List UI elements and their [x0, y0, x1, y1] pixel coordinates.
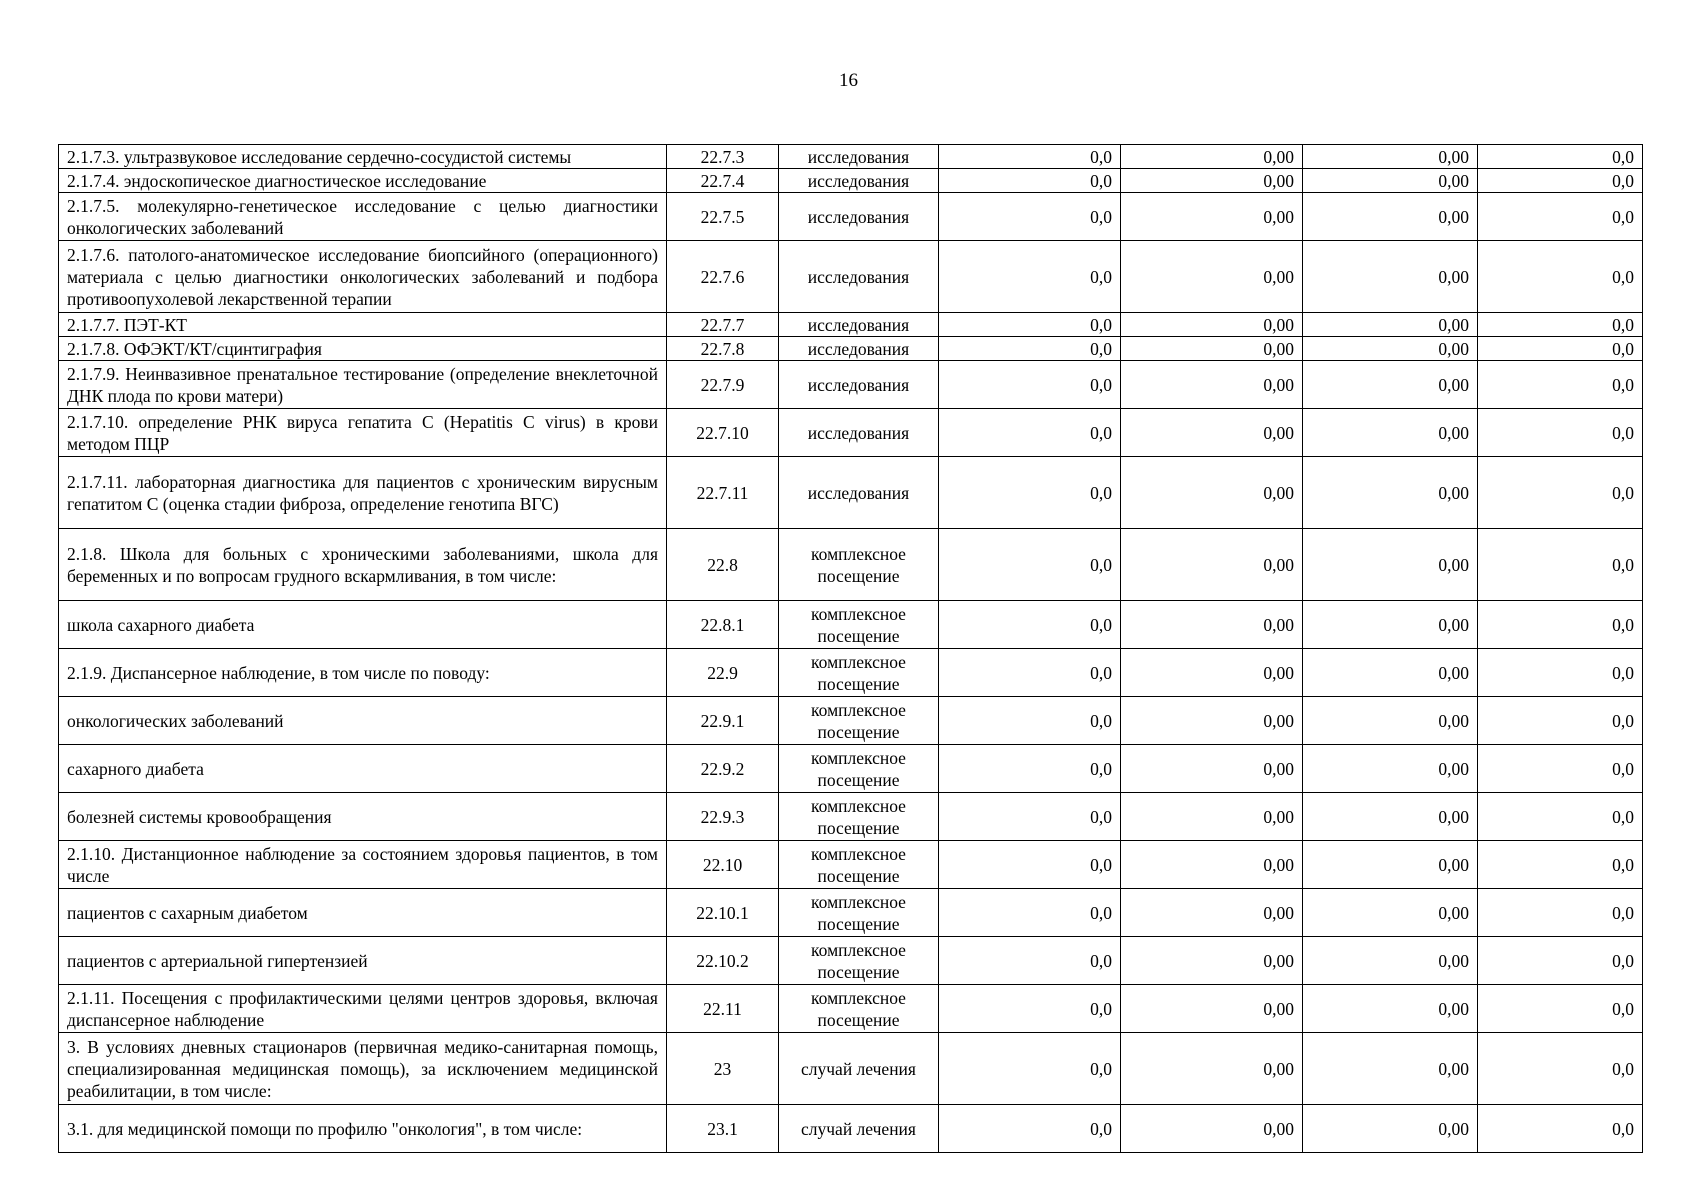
row-name-cell: 2.1.7.10. определение РНК вируса гепатита C (Hepatitis C virus) в крови методом ПЦР [59, 409, 667, 457]
row-value-1-cell: 0,0 [939, 793, 1121, 841]
row-code-cell: 22.9.3 [667, 793, 779, 841]
row-value-4-cell: 0,0 [1478, 937, 1643, 985]
row-value-2-cell: 0,00 [1121, 841, 1303, 889]
row-unit-cell: исследования [779, 337, 939, 361]
table-row [59, 361, 1643, 409]
row-value-1-cell: 0,0 [939, 889, 1121, 937]
table-row [59, 841, 1643, 889]
row-name-cell: 2.1.7.3. ультразвуковое исследование сердечно-сосудистой системы [59, 145, 667, 169]
row-name-cell: 2.1.9. Диспансерное наблюдение, в том числе по поводу: [59, 649, 667, 697]
row-value-3-cell: 0,00 [1303, 697, 1478, 745]
row-code-cell: 22.7.9 [667, 361, 779, 409]
row-value-2-cell: 0,00 [1121, 649, 1303, 697]
table-row [59, 1033, 1643, 1105]
row-code-cell: 23 [667, 1033, 779, 1105]
row-value-2-cell: 0,00 [1121, 745, 1303, 793]
row-value-4-cell: 0,0 [1478, 889, 1643, 937]
row-value-3-cell: 0,00 [1303, 529, 1478, 601]
row-unit-cell: комплексное посещение [779, 793, 939, 841]
row-value-1-cell: 0,0 [939, 937, 1121, 985]
row-unit-cell: случай лечения [779, 1105, 939, 1153]
row-code-cell: 22.7.8 [667, 337, 779, 361]
row-value-2-cell: 0,00 [1121, 361, 1303, 409]
table-row [59, 169, 1643, 193]
row-value-4-cell: 0,0 [1478, 841, 1643, 889]
table-row [59, 697, 1643, 745]
row-value-1-cell: 0,0 [939, 409, 1121, 457]
row-value-2-cell: 0,00 [1121, 985, 1303, 1033]
row-value-4-cell: 0,0 [1478, 649, 1643, 697]
row-unit-cell: комплексное посещение [779, 601, 939, 649]
row-unit-cell: комплексное посещение [779, 529, 939, 601]
row-unit-cell: комплексное посещение [779, 697, 939, 745]
row-value-3-cell: 0,00 [1303, 241, 1478, 313]
row-value-2-cell: 0,00 [1121, 313, 1303, 337]
row-value-1-cell: 0,0 [939, 697, 1121, 745]
row-value-1-cell: 0,0 [939, 745, 1121, 793]
row-name-cell: школа сахарного диабета [59, 601, 667, 649]
row-unit-cell: комплексное посещение [779, 937, 939, 985]
row-value-1-cell: 0,0 [939, 1105, 1121, 1153]
row-value-4-cell: 0,0 [1478, 793, 1643, 841]
row-value-3-cell: 0,00 [1303, 793, 1478, 841]
row-name-cell: 3.1. для медицинской помощи по профилю "онкология", в том числе: [59, 1105, 667, 1153]
row-value-3-cell: 0,00 [1303, 409, 1478, 457]
row-code-cell: 22.10.1 [667, 889, 779, 937]
row-value-3-cell: 0,00 [1303, 313, 1478, 337]
row-code-cell: 22.7.5 [667, 193, 779, 241]
row-unit-cell: комплексное посещение [779, 649, 939, 697]
row-value-3-cell: 0,00 [1303, 193, 1478, 241]
row-value-2-cell: 0,00 [1121, 1105, 1303, 1153]
row-value-4-cell: 0,0 [1478, 193, 1643, 241]
table-row [59, 985, 1643, 1033]
table-row [59, 241, 1643, 313]
row-value-3-cell: 0,00 [1303, 841, 1478, 889]
row-value-4-cell: 0,0 [1478, 1105, 1643, 1153]
table-row [59, 649, 1643, 697]
row-code-cell: 22.10 [667, 841, 779, 889]
row-value-2-cell: 0,00 [1121, 937, 1303, 985]
row-value-2-cell: 0,00 [1121, 409, 1303, 457]
table-row [59, 529, 1643, 601]
row-value-2-cell: 0,00 [1121, 241, 1303, 313]
row-code-cell: 22.7.3 [667, 145, 779, 169]
table-row [59, 457, 1643, 529]
table-row [59, 1105, 1643, 1153]
row-unit-cell: исследования [779, 193, 939, 241]
row-value-3-cell: 0,00 [1303, 985, 1478, 1033]
row-value-2-cell: 0,00 [1121, 457, 1303, 529]
row-value-3-cell: 0,00 [1303, 1105, 1478, 1153]
row-value-3-cell: 0,00 [1303, 601, 1478, 649]
row-value-4-cell: 0,0 [1478, 697, 1643, 745]
row-value-3-cell: 0,00 [1303, 649, 1478, 697]
row-name-cell: 2.1.7.4. эндоскопическое диагностическое исследование [59, 169, 667, 193]
row-name-cell: 3. В условиях дневных стационаров (первичная медико-санитарная помощь, специализированная медицинская помощь), за исключением медицинской реабилитации, в том числе: [59, 1033, 667, 1105]
row-unit-cell: исследования [779, 145, 939, 169]
data-table [58, 144, 1643, 1153]
row-value-2-cell: 0,00 [1121, 169, 1303, 193]
row-unit-cell: исследования [779, 409, 939, 457]
row-value-1-cell: 0,0 [939, 313, 1121, 337]
row-value-3-cell: 0,00 [1303, 937, 1478, 985]
row-value-4-cell: 0,0 [1478, 361, 1643, 409]
row-value-3-cell: 0,00 [1303, 745, 1478, 793]
row-value-2-cell: 0,00 [1121, 337, 1303, 361]
row-value-2-cell: 0,00 [1121, 193, 1303, 241]
row-code-cell: 22.8 [667, 529, 779, 601]
row-name-cell: пациентов с артериальной гипертензией [59, 937, 667, 985]
row-value-1-cell: 0,0 [939, 457, 1121, 529]
row-value-3-cell: 0,00 [1303, 361, 1478, 409]
table-row [59, 409, 1643, 457]
row-name-cell: 2.1.7.9. Неинвазивное пренатальное тестирование (определение внеклеточной ДНК плода по крови матери) [59, 361, 667, 409]
row-name-cell: онкологических заболеваний [59, 697, 667, 745]
row-value-4-cell: 0,0 [1478, 409, 1643, 457]
row-code-cell: 22.8.1 [667, 601, 779, 649]
table-row [59, 601, 1643, 649]
table-row [59, 889, 1643, 937]
row-value-2-cell: 0,00 [1121, 697, 1303, 745]
row-unit-cell: комплексное посещение [779, 985, 939, 1033]
row-value-4-cell: 0,0 [1478, 313, 1643, 337]
row-name-cell: пациентов с сахарным диабетом [59, 889, 667, 937]
row-value-1-cell: 0,0 [939, 241, 1121, 313]
row-value-3-cell: 0,00 [1303, 145, 1478, 169]
row-code-cell: 23.1 [667, 1105, 779, 1153]
row-code-cell: 22.9 [667, 649, 779, 697]
row-value-1-cell: 0,0 [939, 529, 1121, 601]
row-value-1-cell: 0,0 [939, 337, 1121, 361]
row-name-cell: 2.1.7.6. патолого-анатомическое исследование биопсийного (операционного) материала с целью диагностики онкологических заболеваний и подбора противоопухолевой лекарственной терапии [59, 241, 667, 313]
row-value-1-cell: 0,0 [939, 649, 1121, 697]
row-code-cell: 22.7.10 [667, 409, 779, 457]
row-value-4-cell: 0,0 [1478, 1033, 1643, 1105]
page-number: 16 [839, 70, 858, 91]
table-row [59, 145, 1643, 169]
row-value-3-cell: 0,00 [1303, 889, 1478, 937]
row-code-cell: 22.7.11 [667, 457, 779, 529]
row-code-cell: 22.11 [667, 985, 779, 1033]
row-value-2-cell: 0,00 [1121, 145, 1303, 169]
table-row [59, 193, 1643, 241]
row-code-cell: 22.7.6 [667, 241, 779, 313]
row-value-1-cell: 0,0 [939, 1033, 1121, 1105]
row-value-4-cell: 0,0 [1478, 169, 1643, 193]
row-value-4-cell: 0,0 [1478, 601, 1643, 649]
table-row [59, 745, 1643, 793]
row-value-4-cell: 0,0 [1478, 457, 1643, 529]
table-row [59, 337, 1643, 361]
row-name-cell: 2.1.10. Дистанционное наблюдение за состоянием здоровья пациентов, в том числе [59, 841, 667, 889]
row-unit-cell: комплексное посещение [779, 745, 939, 793]
row-code-cell: 22.7.4 [667, 169, 779, 193]
row-value-1-cell: 0,0 [939, 841, 1121, 889]
row-value-3-cell: 0,00 [1303, 457, 1478, 529]
row-name-cell: 2.1.7.11. лабораторная диагностика для пациентов с хроническим вирусным гепатитом C (оценка стадии фиброза, определение генотипа ВГС) [59, 457, 667, 529]
row-value-2-cell: 0,00 [1121, 601, 1303, 649]
row-value-4-cell: 0,0 [1478, 745, 1643, 793]
row-value-4-cell: 0,0 [1478, 145, 1643, 169]
row-value-2-cell: 0,00 [1121, 889, 1303, 937]
row-unit-cell: комплексное посещение [779, 841, 939, 889]
table-row [59, 793, 1643, 841]
row-name-cell: 2.1.11. Посещения с профилактическими целями центров здоровья, включая диспансерное наблюдение [59, 985, 667, 1033]
row-value-1-cell: 0,0 [939, 985, 1121, 1033]
row-code-cell: 22.9.2 [667, 745, 779, 793]
row-unit-cell: исследования [779, 241, 939, 313]
row-value-1-cell: 0,0 [939, 169, 1121, 193]
row-name-cell: болезней системы кровообращения [59, 793, 667, 841]
row-value-2-cell: 0,00 [1121, 529, 1303, 601]
row-unit-cell: исследования [779, 457, 939, 529]
row-value-3-cell: 0,00 [1303, 169, 1478, 193]
table-body [59, 145, 1643, 1153]
row-value-1-cell: 0,0 [939, 193, 1121, 241]
row-unit-cell: исследования [779, 169, 939, 193]
row-unit-cell: случай лечения [779, 1033, 939, 1105]
row-name-cell: 2.1.7.8. ОФЭКТ/КТ/сцинтиграфия [59, 337, 667, 361]
row-value-4-cell: 0,0 [1478, 241, 1643, 313]
row-code-cell: 22.9.1 [667, 697, 779, 745]
row-name-cell: сахарного диабета [59, 745, 667, 793]
row-value-2-cell: 0,00 [1121, 1033, 1303, 1105]
row-value-3-cell: 0,00 [1303, 337, 1478, 361]
row-value-1-cell: 0,0 [939, 145, 1121, 169]
row-value-2-cell: 0,00 [1121, 793, 1303, 841]
row-name-cell: 2.1.8. Школа для больных с хроническими заболеваниями, школа для беременных и по вопросам грудного вскармливания, в том числе: [59, 529, 667, 601]
row-code-cell: 22.7.7 [667, 313, 779, 337]
row-unit-cell: комплексное посещение [779, 889, 939, 937]
row-value-1-cell: 0,0 [939, 361, 1121, 409]
table-row [59, 937, 1643, 985]
row-value-3-cell: 0,00 [1303, 1033, 1478, 1105]
row-name-cell: 2.1.7.7. ПЭТ-КТ [59, 313, 667, 337]
row-code-cell: 22.10.2 [667, 937, 779, 985]
row-unit-cell: исследования [779, 361, 939, 409]
table-row [59, 313, 1643, 337]
row-value-1-cell: 0,0 [939, 601, 1121, 649]
row-value-4-cell: 0,0 [1478, 337, 1643, 361]
row-value-4-cell: 0,0 [1478, 985, 1643, 1033]
row-name-cell: 2.1.7.5. молекулярно-генетическое исследование с целью диагностики онкологических заболеваний [59, 193, 667, 241]
row-value-4-cell: 0,0 [1478, 529, 1643, 601]
row-unit-cell: исследования [779, 313, 939, 337]
